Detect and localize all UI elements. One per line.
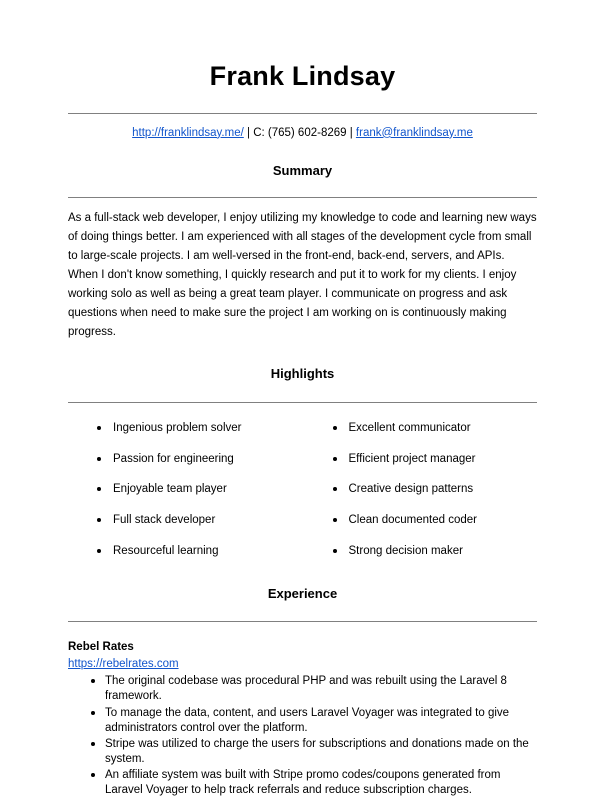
job-company-name: Rebel Rates	[68, 641, 134, 654]
email-link[interactable]: frank@franklindsay.me	[355, 126, 473, 139]
job-bullet-list	[68, 674, 537, 798]
experience-job	[68, 640, 537, 798]
phone-text: C: (765) 602-8269	[253, 126, 347, 139]
section-heading-experience: Experience	[267, 586, 338, 602]
header-divider	[68, 113, 537, 114]
list-item-label: Enjoyable team player	[113, 483, 227, 496]
list-item	[327, 421, 538, 436]
list-item	[68, 674, 537, 704]
bullet-icon	[97, 457, 101, 461]
summary-divider	[68, 197, 537, 198]
website-link[interactable]: http://franklindsay.me/	[132, 126, 244, 139]
list-item-label: An affiliate system was built with Stripe promo codes/coupons generated from Laravel Voyager to help track referrals and reduce subscription charges.	[105, 769, 501, 797]
list-item-label: Creative design patterns	[348, 483, 474, 496]
contact-separator-1: |	[243, 126, 254, 139]
list-item	[327, 513, 538, 528]
list-item-label: Passion for engineering	[113, 452, 234, 465]
list-item	[327, 482, 538, 497]
list-item	[91, 482, 303, 497]
list-item	[91, 513, 303, 528]
list-item	[68, 706, 537, 736]
bullet-icon	[91, 773, 95, 777]
highlights-column-left	[68, 421, 303, 560]
experience-divider	[68, 621, 537, 622]
section-heading-summary: Summary	[272, 162, 333, 178]
bullet-icon	[333, 457, 337, 461]
bullet-icon	[333, 549, 337, 553]
resume-content	[68, 0, 537, 800]
list-item	[91, 421, 303, 436]
list-item-label: Stripe was utilized to charge the users for subscriptions and donations made on the system.	[105, 737, 529, 766]
bullet-icon	[97, 518, 101, 522]
bullet-icon	[97, 549, 101, 553]
list-item	[68, 768, 537, 798]
header-name-block	[68, 0, 537, 92]
list-item-label: Strong decision maker	[348, 545, 463, 558]
highlights-column-right	[303, 421, 538, 560]
list-item-label: Efficient project manager	[348, 452, 476, 465]
list-item	[91, 544, 303, 559]
contact-line	[68, 125, 537, 141]
list-item-label: To manage the data, content, and users Laravel Voyager was integrated to give administrators control over the platform.	[105, 706, 510, 734]
bullet-icon	[97, 426, 101, 430]
job-website-link[interactable]: https://rebelrates.com	[68, 657, 179, 670]
list-item	[91, 452, 303, 467]
list-item-label: Full stack developer	[113, 514, 216, 527]
summary-body-text: As a full-stack web developer, I enjoy utilizing my knowledge to code and learning new ways of doing things better. I am experienced with all stages of the development cycle from small to large-scale projects. I am well-versed in the front-end, back-end, servers, and APIs. When I don't know something, I quickly research and put it to work for my clients. I enjoy working solo as well as being a great team player. I communicate on progress and ask questions when need to make sure the project I am working on is continuously making progress.	[68, 211, 537, 338]
job-url-wrapper	[68, 657, 537, 673]
list-item-label: Resourceful learning	[113, 545, 219, 558]
list-item-label: The original codebase was procedural PHP and was rebuilt using the Laravel 8 framework.	[105, 675, 507, 703]
list-item-label: Clean documented coder	[348, 514, 477, 527]
bullet-icon	[333, 518, 337, 522]
highlights-divider	[68, 402, 537, 403]
highlights-columns	[68, 421, 537, 560]
list-item	[327, 452, 538, 467]
bullet-icon	[333, 426, 337, 430]
page-title: Frank Lindsay	[209, 61, 396, 91]
list-item	[327, 544, 538, 559]
bullet-icon	[91, 711, 95, 715]
list-item-label: Ingenious problem solver	[113, 421, 242, 434]
bullet-icon	[333, 487, 337, 491]
bullet-icon	[91, 742, 95, 746]
list-item-label: Excellent communicator	[348, 421, 471, 434]
bullet-icon	[97, 487, 101, 491]
section-heading-highlights: Highlights	[270, 365, 335, 381]
contact-separator-2: |	[346, 126, 356, 139]
bullet-icon	[91, 679, 95, 683]
list-item	[68, 737, 537, 767]
